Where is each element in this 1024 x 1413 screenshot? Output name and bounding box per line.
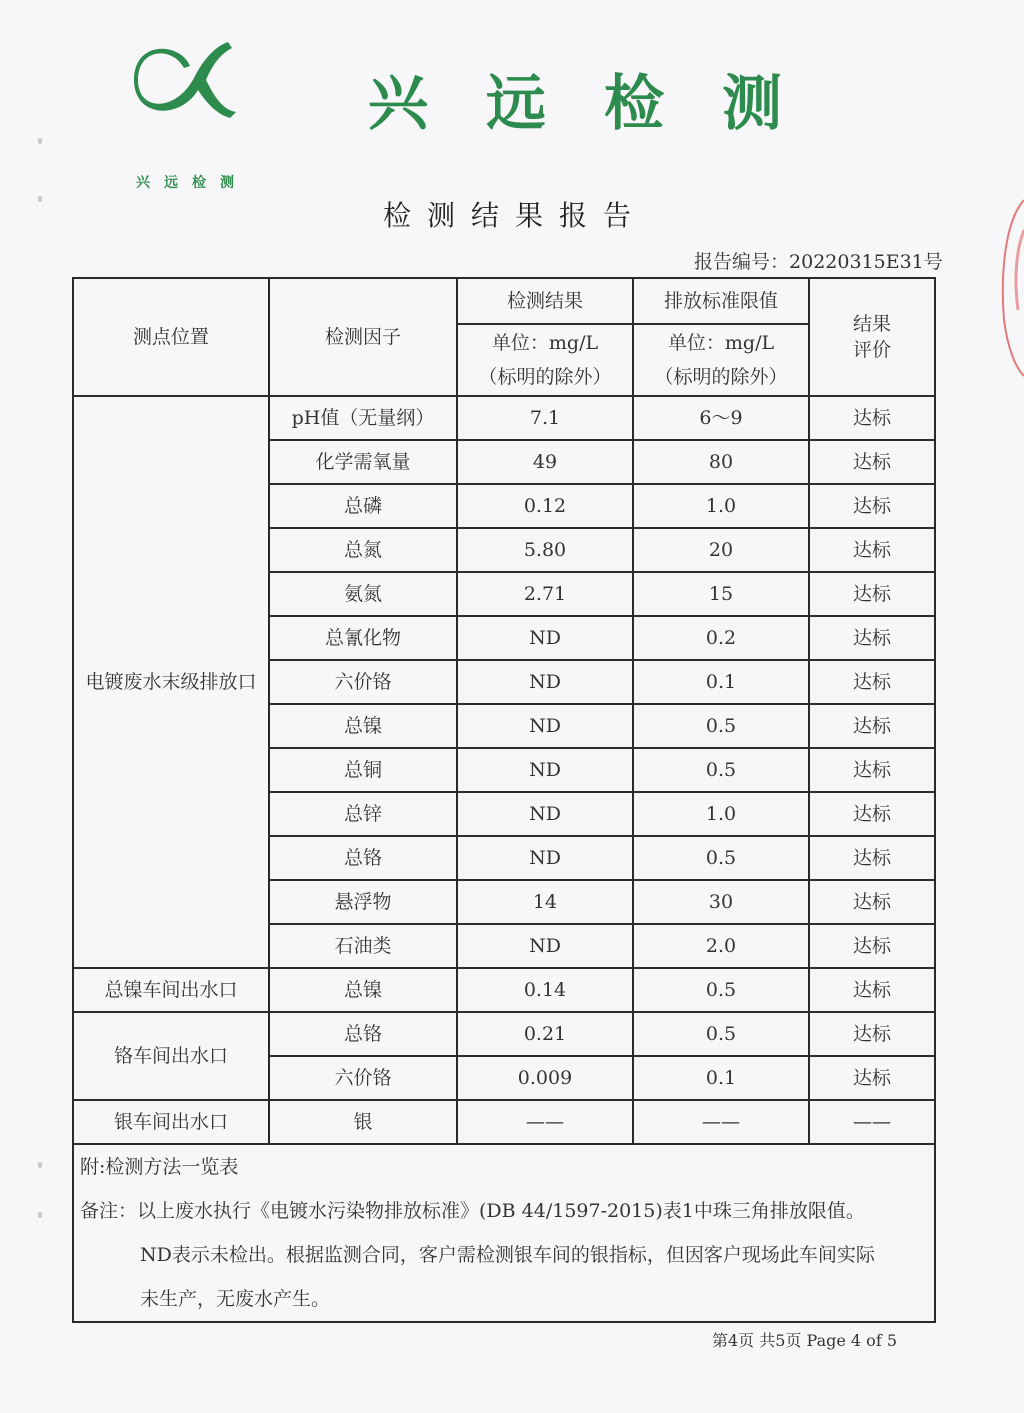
results-table — [72, 277, 936, 1323]
binding-hole — [38, 138, 42, 144]
evaluation-cell: 达标 — [809, 836, 935, 880]
factor-cell: 化学需氧量 — [269, 440, 457, 484]
standard-cell: 20 — [633, 528, 809, 572]
standard-cell: 0.2 — [633, 616, 809, 660]
report-number-label: 报告编号： — [694, 251, 790, 273]
red-seal-stamp — [994, 190, 1024, 380]
standard-cell: —— — [633, 1100, 809, 1144]
result-unit-note: （标明的除外） — [478, 366, 612, 388]
evaluation-cell: 达标 — [809, 528, 935, 572]
evaluation-cell: 达标 — [809, 924, 935, 968]
result-unit-text: 单位：mg/L — [491, 332, 599, 354]
evaluation-cell: 达标 — [809, 748, 935, 792]
evaluation-cell: 达标 — [809, 484, 935, 528]
result-cell: ND — [457, 924, 633, 968]
evaluation-cell: 达标 — [809, 616, 935, 660]
result-cell: 0.12 — [457, 484, 633, 528]
result-cell: ND — [457, 836, 633, 880]
factor-cell: 六价铬 — [269, 660, 457, 704]
result-cell: —— — [457, 1100, 633, 1144]
table-row — [73, 968, 935, 1012]
standard-cell: 0.5 — [633, 968, 809, 1012]
evaluation-cell: 达标 — [809, 792, 935, 836]
result-cell: ND — [457, 660, 633, 704]
factor-cell: 石油类 — [269, 924, 457, 968]
standard-cell: 0.5 — [633, 704, 809, 748]
evaluation-cell: 达标 — [809, 396, 935, 440]
result-cell: ND — [457, 616, 633, 660]
standard-cell: 6～9 — [633, 396, 809, 440]
result-cell: 0.21 — [457, 1012, 633, 1056]
standard-cell: 1.0 — [633, 484, 809, 528]
header-evaluation-line1: 结果 — [852, 313, 891, 335]
appendix-note: 附:检测方法一览表 — [80, 1156, 239, 1178]
standard-cell: 0.5 — [633, 1012, 809, 1056]
notes-cell — [73, 1144, 935, 1322]
result-cell: 14 — [457, 880, 633, 924]
standard-unit — [633, 324, 809, 396]
location-cell: 银车间出水口 — [73, 1100, 269, 1144]
location-cell: 总镍车间出水口 — [73, 968, 269, 1012]
factor-cell: 六价铬 — [269, 1056, 457, 1100]
binding-hole — [38, 1212, 42, 1218]
standard-cell: 0.5 — [633, 748, 809, 792]
binding-hole — [38, 196, 42, 202]
header-factor: 检测因子 — [269, 278, 457, 396]
result-cell: 0.009 — [457, 1056, 633, 1100]
notes-row — [73, 1144, 935, 1322]
remark-line-3: 未生产，无废水产生。 — [140, 1288, 331, 1310]
result-cell: 0.14 — [457, 968, 633, 1012]
result-cell: ND — [457, 748, 633, 792]
result-cell: ND — [457, 792, 633, 836]
remark-line-1: 备注：以上废水执行《电镀水污染物排放标准》(DB 44/1597-2015)表1中珠三角排放限值。 — [80, 1200, 865, 1222]
brand-name: 兴远检测 — [368, 69, 840, 139]
standard-cell: 0.1 — [633, 1056, 809, 1100]
standard-cell: 0.5 — [633, 836, 809, 880]
evaluation-cell: 达标 — [809, 440, 935, 484]
factor-cell: 总氰化物 — [269, 616, 457, 660]
evaluation-cell: 达标 — [809, 1012, 935, 1056]
table-row — [73, 1100, 935, 1144]
factor-cell: 总铬 — [269, 1012, 457, 1056]
binding-hole — [38, 1162, 42, 1168]
factor-cell: 总铬 — [269, 836, 457, 880]
header-location: 测点位置 — [73, 278, 269, 396]
factor-cell: 总镍 — [269, 704, 457, 748]
evaluation-cell: 达标 — [809, 1056, 935, 1100]
header-row — [73, 278, 935, 324]
result-cell: 49 — [457, 440, 633, 484]
table-row — [73, 1012, 935, 1056]
remark-line-2: ND表示未检出。根据监测合同，客户需检测银车间的银指标，但因客户现场此车间实际 — [140, 1244, 875, 1266]
page-footer: 第4页 共5页 Page 4 of 5 — [712, 1331, 898, 1350]
evaluation-cell: —— — [809, 1100, 935, 1144]
standard-cell: 80 — [633, 440, 809, 484]
evaluation-cell: 达标 — [809, 660, 935, 704]
evaluation-cell: 达标 — [809, 968, 935, 1012]
report-title: 检测结果报告 — [383, 199, 648, 232]
header-result: 检测结果 — [457, 278, 633, 324]
factor-cell: 悬浮物 — [269, 880, 457, 924]
factor-cell: 银 — [269, 1100, 457, 1144]
standard-unit-text: 单位：mg/L — [667, 332, 775, 354]
result-cell: 5.80 — [457, 528, 633, 572]
result-unit — [457, 324, 633, 396]
standard-cell: 2.0 — [633, 924, 809, 968]
report-number-value: 20220315E31号 — [789, 251, 943, 273]
factor-cell: 总锌 — [269, 792, 457, 836]
standard-cell: 30 — [633, 880, 809, 924]
standard-cell: 15 — [633, 572, 809, 616]
header-evaluation-line2: 评价 — [852, 339, 891, 361]
logo-alpha-icon — [132, 38, 237, 120]
table-row — [73, 396, 935, 440]
standard-cell: 0.1 — [633, 660, 809, 704]
logo-subtitle: 兴远检测 — [136, 175, 248, 191]
factor-cell: 总镍 — [269, 968, 457, 1012]
company-logo — [132, 38, 248, 191]
evaluation-cell: 达标 — [809, 880, 935, 924]
factor-cell: 总磷 — [269, 484, 457, 528]
location-cell: 铬车间出水口 — [73, 1012, 269, 1100]
factor-cell: 氨氮 — [269, 572, 457, 616]
standard-cell: 1.0 — [633, 792, 809, 836]
result-cell: 2.71 — [457, 572, 633, 616]
header-evaluation — [809, 278, 935, 396]
factor-cell: pH值（无量纲） — [269, 396, 457, 440]
header-standard: 排放标准限值 — [633, 278, 809, 324]
report-number — [694, 247, 943, 274]
factor-cell: 总铜 — [269, 748, 457, 792]
evaluation-cell: 达标 — [809, 704, 935, 748]
result-cell: 7.1 — [457, 396, 633, 440]
result-cell: ND — [457, 704, 633, 748]
evaluation-cell: 达标 — [809, 572, 935, 616]
factor-cell: 总氮 — [269, 528, 457, 572]
standard-unit-note: （标明的除外） — [654, 366, 788, 388]
location-cell: 电镀废水末级排放口 — [73, 396, 269, 968]
